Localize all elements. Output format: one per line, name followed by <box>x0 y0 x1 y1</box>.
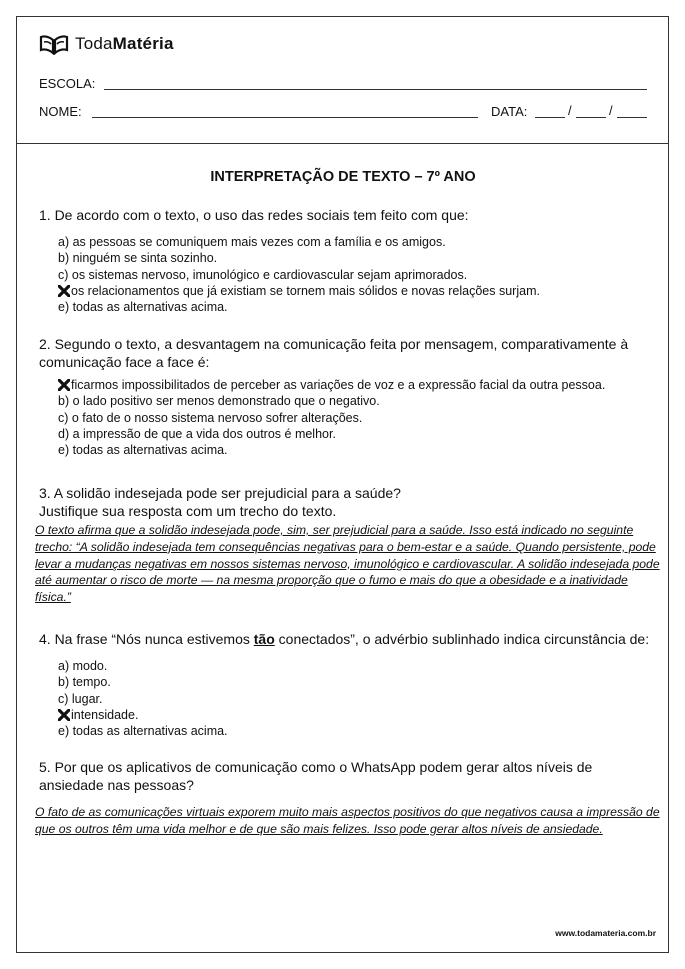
question-2: 2. Segundo o texto, a desvantagem na comunicação feita por mensagem, comparativamente à comunicação face a face é: <box>39 336 629 370</box>
option[interactable]: e) todas as alternativas acima. <box>58 724 228 739</box>
option[interactable]: d) a impressão de que a vida dos outros é melhor. <box>58 426 336 441</box>
option[interactable]: b) o lado positivo ser menos demonstrado que o negativo. <box>58 394 380 409</box>
page-title: INTERPRETAÇÃO DE TEXTO – 7º ANO <box>210 169 476 185</box>
question-4: 4. Na frase “Nós nunca estivemos tão conectados”, o advérbio sublinhado indica circunstância de: <box>39 631 650 647</box>
answer-5: O fato de as comunicações virtuais exporem muito mais aspectos positivos do que negativos causa a impressão de que os outros têm uma vida melhor e de que são mais felizes. Isso pode gerar altos níveis de ansiedade. <box>35 805 660 836</box>
question-3 <box>39 484 664 520</box>
question-1-options <box>58 234 540 315</box>
x-mark-icon <box>58 709 70 721</box>
x-mark-icon <box>58 285 70 297</box>
option[interactable]: b) tempo. <box>58 675 111 690</box>
question-4-options <box>58 658 228 739</box>
option[interactable]: c) lugar. <box>58 691 103 706</box>
option[interactable]: e) todas as alternativas acima. <box>58 300 228 315</box>
nome-label: NOME: <box>39 104 82 119</box>
escola-label: ESCOLA: <box>39 76 96 91</box>
option-selected[interactable]: ficarmos impossibilitados de perceber as variações de voz e a expressão facial da outra pessoa. <box>58 377 605 393</box>
day-field[interactable] <box>535 117 565 118</box>
logo <box>39 33 174 55</box>
year-field[interactable] <box>617 117 647 118</box>
data-label: DATA: <box>491 104 528 119</box>
answer-3: O texto afirma que a solidão indesejada pode, sim, ser prejudicial para a saúde. Isso está indicado no seguinte trecho: “A solidão indesejada tem consequências negativas para o bem-estar e a saúde. Quando persistente, pode levar a mudanças negativas em nossos sistemas nervoso, imunológico e cardiovascular. A solidão indesejada pode até aumentar o risco de morte — na mesma proporção que o fumo e mais do que a obesidade e a inatividade física.” <box>35 523 660 605</box>
option-selected[interactable]: intensidade. <box>58 707 228 723</box>
book-icon <box>39 33 69 55</box>
worksheet <box>16 16 669 953</box>
escola-field[interactable] <box>104 89 647 90</box>
option[interactable]: c) o fato de o nosso sistema nervoso sofrer alterações. <box>58 410 363 425</box>
question-1: 1. De acordo com o texto, o uso das redes sociais tem feito com que: <box>39 207 469 223</box>
brand-name: TodaMatéria <box>75 34 174 53</box>
option[interactable]: c) os sistemas nervoso, imunológico e cardiovascular sejam aprimorados. <box>58 267 468 282</box>
question-3-line-2: Justifique sua resposta com um trecho do texto. <box>39 503 337 519</box>
option[interactable]: a) as pessoas se comuniquem mais vezes com a família e os amigos. <box>58 235 446 249</box>
month-field[interactable] <box>576 117 606 118</box>
option[interactable]: e) todas as alternativas acima. <box>58 443 228 458</box>
x-mark-icon <box>58 379 70 391</box>
header <box>17 17 668 144</box>
nome-field[interactable] <box>92 117 478 118</box>
question-5: 5. Por que os aplicativos de comunicação como o WhatsApp podem gerar altos níveis de ansiedade nas pessoas? <box>39 759 593 793</box>
question-2-options <box>58 377 605 458</box>
date-slash: / <box>609 103 613 118</box>
footer-url: www.todamateria.com.br <box>555 928 656 938</box>
date-slash: / <box>568 103 572 118</box>
option[interactable]: b) ninguém se sinta sozinho. <box>58 251 218 266</box>
option-selected[interactable]: os relacionamentos que já existiam se tornem mais sólidos e novas relações surjam. <box>58 283 540 299</box>
underlined-adverb: tão <box>253 631 275 647</box>
question-3-line-1: 3. A solidão indesejada pode ser prejudicial para a saúde? <box>39 485 401 501</box>
option[interactable]: a) modo. <box>58 659 108 673</box>
